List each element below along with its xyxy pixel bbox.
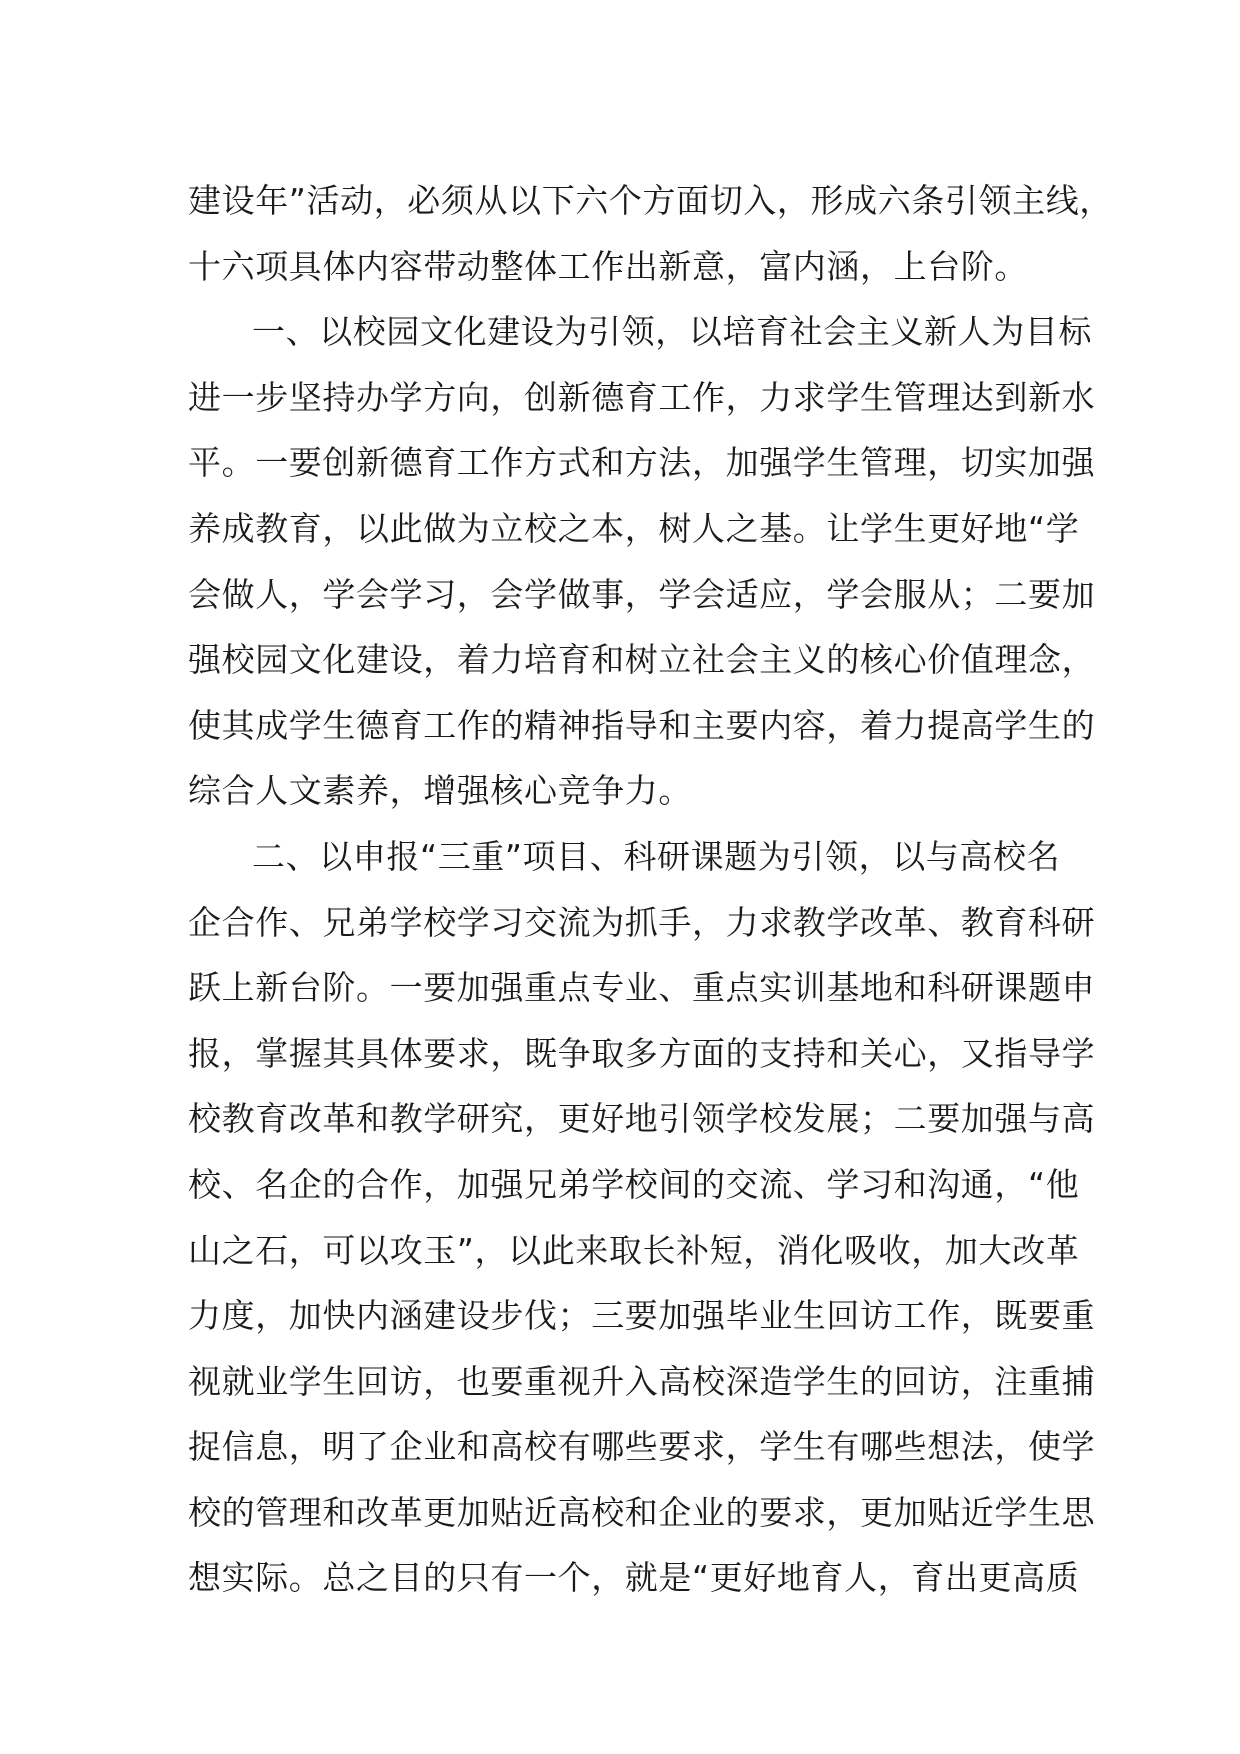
text-line: 报，掌握其具体要求，既争取多方面的支持和关心，又指导学 (188, 1033, 1096, 1073)
text-line: 养成教育，以此做为立校之本，树人之基。让学生更好地“学 (188, 508, 1080, 548)
text-line: 校教育改革和教学研究，更好地引领学校发展；二要加强与高 (188, 1099, 1096, 1139)
text-line: 使其成学生德育工作的精神指导和主要内容，着力提高学生的 (188, 705, 1096, 745)
paragraph-1-first-line: 一、以校园文化建设为引领，以培育社会主义新人为目标 (252, 312, 1092, 352)
text-line: 企合作、兄弟学校学习交流为抓手，力求教学改革、教育科研 (188, 902, 1096, 942)
text-line: 会做人，学会学习，会学做事，学会适应，学会服从；二要加 (188, 574, 1096, 614)
text-line: 强校园文化建设，着力培育和树立社会主义的核心价值理念， (188, 640, 1096, 680)
paragraph-2-first-line: 二、以申报“三重”项目、科研课题为引领，以与高校名 (252, 836, 1061, 876)
text-line: 视就业学生回访，也要重视升入高校深造学生的回访，注重捕 (188, 1361, 1096, 1401)
text-line: 力度，加快内涵建设步伐；三要加强毕业生回访工作，既要重 (188, 1296, 1096, 1336)
text-line: 建设年”活动，必须从以下六个方面切入，形成六条引领主线， (188, 181, 1113, 220)
text-line: 校的管理和改革更加贴近高校和企业的要求，更加贴近学生思 (188, 1492, 1096, 1532)
text-line: 想实际。总之目的只有一个，就是“更好地育人，育出更高质 (188, 1558, 1080, 1598)
text-line: 山之石，可以攻玉”，以此来取长补短，消化吸收，加大改革 (188, 1230, 1080, 1270)
text-line: 进一步坚持办学方向，创新德育工作，力求学生管理达到新水 (188, 377, 1096, 417)
text-line: 捉信息，明了企业和高校有哪些要求，学生有哪些想法，使学 (188, 1427, 1096, 1467)
text-line: 校、名企的合作，加强兄弟学校间的交流、学习和沟通，“他 (188, 1164, 1080, 1204)
text-line: 十六项具体内容带动整体工作出新意，富内涵，上台阶。 (188, 246, 1028, 286)
text-line: 综合人文素养，增强核心竞争力。 (188, 771, 692, 811)
text-line: 平。一要创新德育工作方式和方法，加强学生管理，切实加强 (188, 443, 1096, 483)
text-line: 跃上新台阶。一要加强重点专业、重点实训基地和科研课题申 (188, 968, 1096, 1008)
document-body (188, 168, 1113, 1611)
